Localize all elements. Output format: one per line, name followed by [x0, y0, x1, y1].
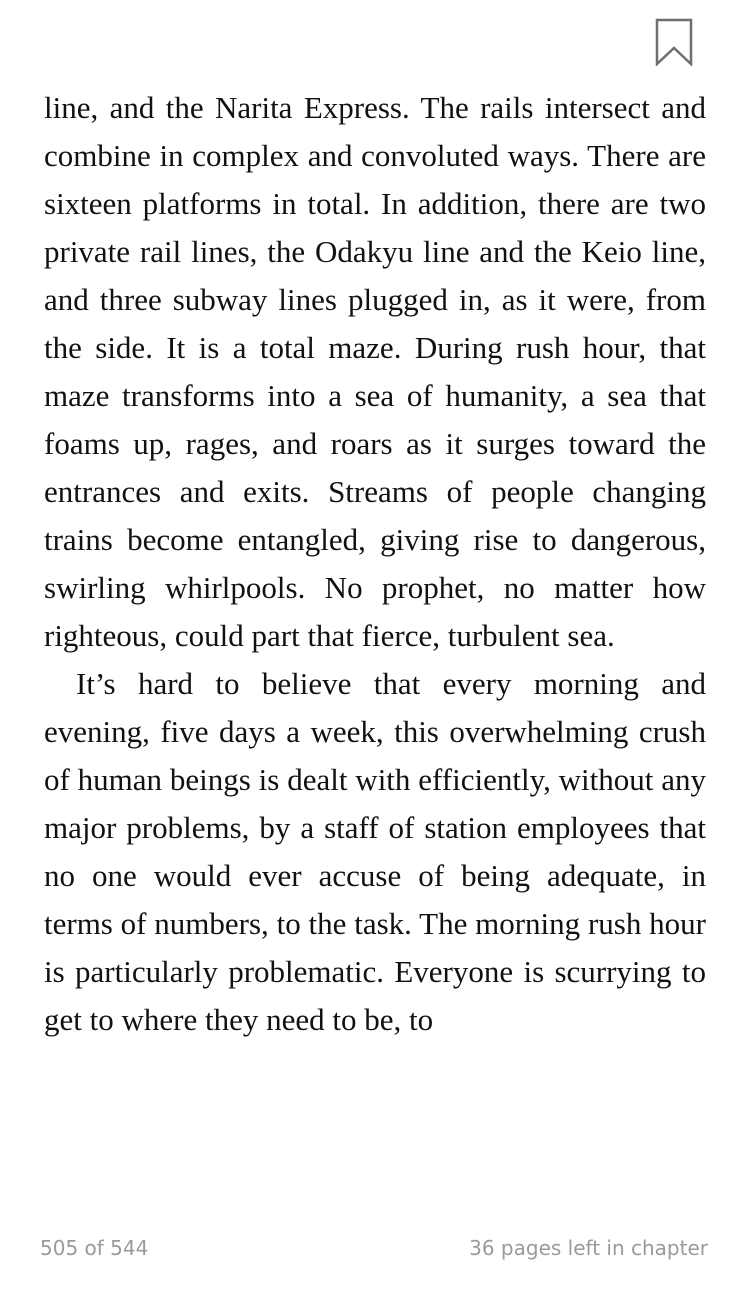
paragraph-continued: line, and the Narita Express. The rails intersect and combine in complex and convoluted ways. There are sixteen platforms in total. In addition, there are two private rail lines, the Odakyu line and the Keio line, and three subway lines plugged in, as it were, from the side. It is a total maze. During rush hour, that maze transforms into a sea of humanity, a sea that foams up, rages, and roars as it surges toward the entrances and exits. Streams of people changing trains become entangled, giving rise to dangerous, swirling whirlpools. No prophet, no matter how righteous, could part that fierce, turbulent sea. — [44, 90, 706, 653]
pages-left-in-chapter: 36 pages left in chapter — [469, 1236, 708, 1260]
bookmark-icon[interactable] — [654, 18, 694, 66]
page-location: 505 of 544 — [40, 1236, 149, 1260]
book-page-text — [44, 84, 706, 1044]
paragraph: It’s hard to believe that every morning and evening, five days a week, this overwhelming crush of human beings is dealt with efficiently, without any major problems, by a staff of station employees that no one would ever accuse of being adequate, in terms of numbers, to the task. The morning rush hour is particularly problematic. Everyone is scurrying to get to where they need to be, to — [44, 666, 706, 1037]
